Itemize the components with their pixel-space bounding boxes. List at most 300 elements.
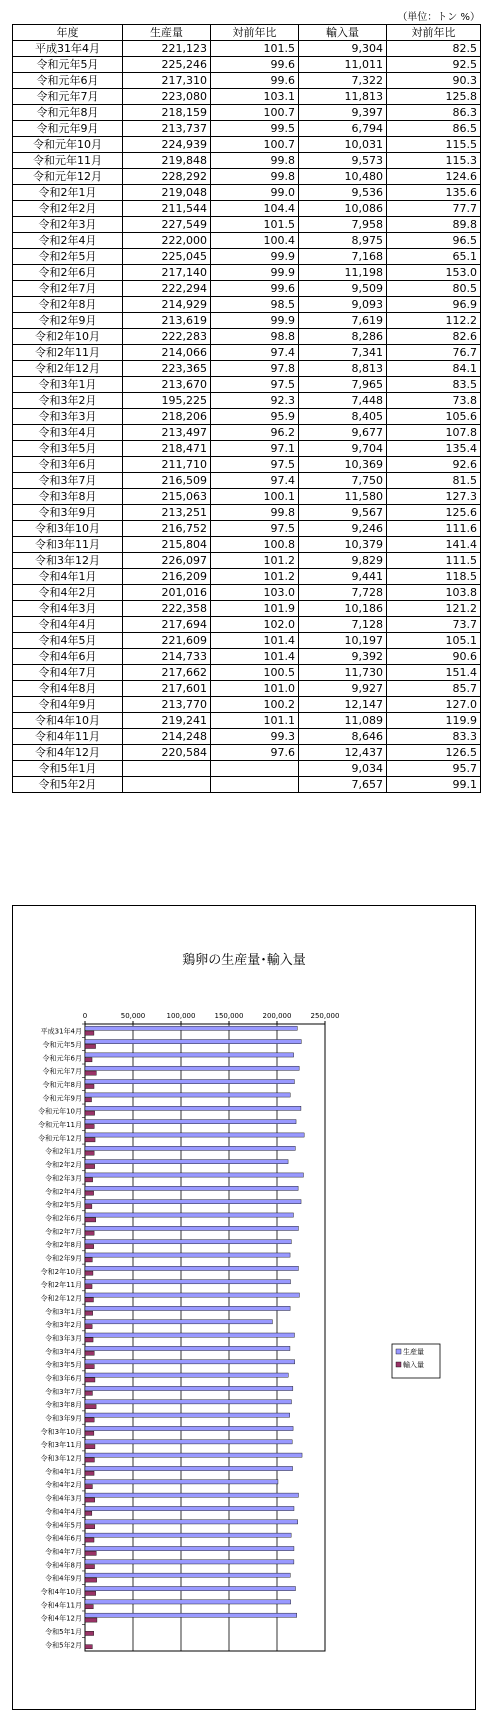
cell-production-yoy: 96.2 [211, 425, 299, 441]
table-row [13, 665, 481, 681]
y-category-label: 令和3年7月 [45, 1387, 82, 1396]
cell-period: 令和3年9月 [13, 505, 123, 521]
cell-period: 令和4年9月 [13, 697, 123, 713]
x-tick-label: 0 [82, 1012, 88, 1020]
cell-imports-yoy: 85.7 [387, 681, 481, 697]
bar-production [85, 1333, 294, 1337]
cell-period: 令和元年11月 [13, 153, 123, 169]
legend-swatch [396, 1349, 401, 1354]
cell-production: 226,097 [123, 553, 211, 569]
cell-imports: 9,246 [299, 521, 387, 537]
cell-imports: 9,441 [299, 569, 387, 585]
cell-imports-yoy: 65.1 [387, 249, 481, 265]
table-row [13, 585, 481, 601]
bar-imports [85, 1378, 95, 1382]
bar-production [85, 1480, 278, 1484]
cell-period: 令和3年10月 [13, 521, 123, 537]
cell-imports: 6,794 [299, 121, 387, 137]
bar-imports [85, 1111, 95, 1115]
table-row [13, 153, 481, 169]
bar-production [85, 1573, 290, 1577]
y-category-label: 令和2年2月 [45, 1161, 82, 1170]
table-row [13, 201, 481, 217]
cell-production: 211,710 [123, 457, 211, 473]
y-category-label: 令和元年7月 [42, 1067, 82, 1076]
cell-imports-yoy: 126.5 [387, 745, 481, 761]
bar-imports [85, 1351, 94, 1355]
cell-production-yoy [211, 761, 299, 777]
cell-period: 令和2年2月 [13, 201, 123, 217]
cell-production-yoy: 97.1 [211, 441, 299, 457]
cell-production-yoy: 99.6 [211, 57, 299, 73]
cell-production-yoy: 102.0 [211, 617, 299, 633]
table-row [13, 777, 481, 793]
cell-production [123, 777, 211, 793]
bar-imports [85, 1231, 94, 1235]
cell-production-yoy: 99.8 [211, 169, 299, 185]
cell-production-yoy: 100.7 [211, 105, 299, 121]
cell-production-yoy: 99.6 [211, 281, 299, 297]
bar-imports [85, 1498, 95, 1502]
cell-imports: 9,677 [299, 425, 387, 441]
bar-production [85, 1200, 301, 1204]
cell-production: 222,358 [123, 601, 211, 617]
bar-imports [85, 1058, 92, 1062]
legend-swatch [396, 1362, 401, 1367]
y-category-label: 令和3年10月 [40, 1427, 82, 1436]
bar-imports [85, 1124, 94, 1128]
y-category-label: 令和3年9月 [45, 1414, 82, 1423]
cell-imports: 7,168 [299, 249, 387, 265]
cell-imports: 7,619 [299, 313, 387, 329]
cell-imports-yoy: 127.3 [387, 489, 481, 505]
cell-production-yoy: 101.4 [211, 649, 299, 665]
cell-period: 令和2年5月 [13, 249, 123, 265]
bar-production [85, 1186, 298, 1190]
bar-imports [85, 1511, 92, 1515]
bar-imports [85, 1191, 94, 1195]
cell-imports: 11,089 [299, 713, 387, 729]
cell-period: 令和3年3月 [13, 409, 123, 425]
cell-imports: 8,646 [299, 729, 387, 745]
cell-production: 214,929 [123, 297, 211, 313]
cell-period: 令和3年4月 [13, 425, 123, 441]
bar-production [85, 1466, 293, 1470]
bar-imports [85, 1204, 92, 1208]
y-category-label: 令和元年6月 [42, 1054, 82, 1063]
cell-imports: 7,958 [299, 217, 387, 233]
cell-imports-yoy: 82.5 [387, 41, 481, 57]
bar-imports [85, 1631, 94, 1635]
cell-production-yoy [211, 777, 299, 793]
table-row [13, 313, 481, 329]
y-category-label: 令和4年1月 [45, 1467, 82, 1476]
header-imports-yoy: 対前年比 [387, 25, 481, 41]
y-category-label: 令和3年11月 [40, 1441, 82, 1450]
cell-imports-yoy: 115.3 [387, 153, 481, 169]
x-tick-label: 50,000 [120, 1012, 146, 1020]
y-category-label: 令和3年12月 [40, 1454, 82, 1463]
table-row [13, 57, 481, 73]
bar-production [85, 1160, 288, 1164]
bar-production [85, 1600, 291, 1604]
cell-imports: 7,448 [299, 393, 387, 409]
cell-period: 令和元年12月 [13, 169, 123, 185]
bar-imports [85, 1525, 95, 1529]
bar-production [85, 1093, 290, 1097]
cell-production-yoy: 100.1 [211, 489, 299, 505]
table-row [13, 393, 481, 409]
cell-production: 216,509 [123, 473, 211, 489]
cell-imports: 9,397 [299, 105, 387, 121]
cell-imports: 7,341 [299, 345, 387, 361]
cell-period: 令和2年4月 [13, 233, 123, 249]
cell-production: 215,063 [123, 489, 211, 505]
y-category-label: 令和元年9月 [42, 1094, 82, 1103]
bar-production [85, 1133, 304, 1137]
y-category-label: 令和2年3月 [45, 1174, 82, 1183]
table-row [13, 281, 481, 297]
bar-imports [85, 1445, 95, 1449]
cell-period: 令和4年12月 [13, 745, 123, 761]
cell-production-yoy: 99.8 [211, 153, 299, 169]
cell-production-yoy: 100.7 [211, 137, 299, 153]
cell-period: 令和5年1月 [13, 761, 123, 777]
cell-production: 211,544 [123, 201, 211, 217]
table-row [13, 233, 481, 249]
cell-production: 195,225 [123, 393, 211, 409]
cell-imports: 7,322 [299, 73, 387, 89]
cell-period: 令和元年9月 [13, 121, 123, 137]
cell-imports: 9,573 [299, 153, 387, 169]
y-category-label: 令和2年5月 [45, 1201, 82, 1210]
cell-production-yoy: 99.0 [211, 185, 299, 201]
cell-period: 令和4年2月 [13, 585, 123, 601]
cell-imports-yoy: 119.9 [387, 713, 481, 729]
table-row [13, 249, 481, 265]
cell-imports: 10,379 [299, 537, 387, 553]
bar-production [85, 1080, 294, 1084]
bar-chart [13, 906, 475, 1709]
cell-imports-yoy: 135.4 [387, 441, 481, 457]
table-row [13, 457, 481, 473]
bar-production [85, 1280, 291, 1284]
y-category-label: 令和2年10月 [40, 1267, 82, 1276]
cell-production-yoy: 103.0 [211, 585, 299, 601]
cell-period: 令和2年10月 [13, 329, 123, 345]
cell-imports: 9,704 [299, 441, 387, 457]
cell-imports-yoy: 86.3 [387, 105, 481, 121]
bar-imports [85, 1164, 95, 1168]
y-category-label: 令和4年7月 [45, 1547, 82, 1556]
cell-production: 219,241 [123, 713, 211, 729]
cell-production: 217,310 [123, 73, 211, 89]
y-category-label: 令和4年10月 [40, 1587, 82, 1596]
y-category-label: 令和元年10月 [38, 1107, 82, 1116]
cell-imports-yoy: 141.4 [387, 537, 481, 553]
cell-imports: 7,128 [299, 617, 387, 633]
table-row [13, 121, 481, 137]
cell-period: 令和元年8月 [13, 105, 123, 121]
table-row [13, 297, 481, 313]
cell-production: 214,248 [123, 729, 211, 745]
y-category-label: 令和5年1月 [45, 1627, 82, 1636]
cell-production-yoy: 101.2 [211, 553, 299, 569]
cell-period: 令和4年4月 [13, 617, 123, 633]
table-row [13, 713, 481, 729]
cell-production: 213,670 [123, 377, 211, 393]
cell-imports: 7,657 [299, 777, 387, 793]
cell-imports: 12,437 [299, 745, 387, 761]
cell-imports: 9,093 [299, 297, 387, 313]
table-row [13, 73, 481, 89]
cell-production-yoy: 99.6 [211, 73, 299, 89]
cell-imports-yoy: 90.3 [387, 73, 481, 89]
y-category-label: 令和3年3月 [45, 1334, 82, 1343]
cell-production: 224,939 [123, 137, 211, 153]
cell-imports-yoy: 92.6 [387, 457, 481, 473]
cell-production: 217,140 [123, 265, 211, 281]
y-category-label: 令和2年8月 [45, 1241, 82, 1250]
bar-imports [85, 1311, 93, 1315]
bar-imports [85, 1338, 93, 1342]
bar-imports [85, 1218, 96, 1222]
cell-production: 223,365 [123, 361, 211, 377]
cell-production-yoy: 97.5 [211, 457, 299, 473]
y-category-label: 令和4年6月 [45, 1534, 82, 1543]
cell-imports-yoy: 124.6 [387, 169, 481, 185]
bar-production [85, 1373, 288, 1377]
table-row [13, 681, 481, 697]
cell-production: 219,848 [123, 153, 211, 169]
table-row [13, 185, 481, 201]
table-row [13, 761, 481, 777]
cell-production: 222,283 [123, 329, 211, 345]
cell-imports-yoy: 111.5 [387, 553, 481, 569]
cell-production-yoy: 99.8 [211, 505, 299, 521]
table-row [13, 41, 481, 57]
cell-period: 令和2年7月 [13, 281, 123, 297]
cell-imports-yoy: 95.7 [387, 761, 481, 777]
cell-period: 令和3年2月 [13, 393, 123, 409]
bar-imports [85, 1324, 92, 1328]
cell-production-yoy: 100.2 [211, 697, 299, 713]
cell-period: 令和3年11月 [13, 537, 123, 553]
cell-imports-yoy: 77.7 [387, 201, 481, 217]
y-category-label: 令和2年12月 [40, 1294, 82, 1303]
cell-imports: 10,031 [299, 137, 387, 153]
cell-production: 221,609 [123, 633, 211, 649]
cell-imports-yoy: 96.5 [387, 233, 481, 249]
cell-imports-yoy: 84.1 [387, 361, 481, 377]
bar-production [85, 1400, 291, 1404]
y-category-label: 令和3年2月 [45, 1321, 82, 1330]
table-row [13, 329, 481, 345]
cell-imports-yoy: 118.5 [387, 569, 481, 585]
cell-period: 令和2年3月 [13, 217, 123, 233]
cell-production-yoy: 101.0 [211, 681, 299, 697]
bar-imports [85, 1138, 95, 1142]
table-row [13, 169, 481, 185]
cell-period: 令和2年9月 [13, 313, 123, 329]
cell-period: 令和元年6月 [13, 73, 123, 89]
cell-imports: 7,728 [299, 585, 387, 601]
cell-imports: 10,480 [299, 169, 387, 185]
bar-production [85, 1066, 299, 1070]
cell-period: 令和3年1月 [13, 377, 123, 393]
y-category-label: 令和元年5月 [42, 1041, 82, 1050]
y-category-label: 令和4年12月 [40, 1614, 82, 1623]
table-row [13, 553, 481, 569]
bar-imports [85, 1044, 96, 1048]
cell-period: 令和2年6月 [13, 265, 123, 281]
y-category-label: 令和元年8月 [42, 1081, 82, 1090]
bar-imports [85, 1578, 97, 1582]
cell-production: 221,123 [123, 41, 211, 57]
table-row [13, 137, 481, 153]
bar-production [85, 1560, 294, 1564]
cell-production: 223,080 [123, 89, 211, 105]
bar-imports [85, 1151, 94, 1155]
table-row [13, 217, 481, 233]
cell-period: 令和2年1月 [13, 185, 123, 201]
bar-imports [85, 1565, 95, 1569]
data-table [12, 24, 481, 793]
cell-production-yoy: 101.4 [211, 633, 299, 649]
header-period: 年度 [13, 25, 123, 41]
table-row [13, 473, 481, 489]
cell-period: 令和元年10月 [13, 137, 123, 153]
cell-production-yoy: 101.5 [211, 41, 299, 57]
y-category-label: 平成31年4月 [40, 1027, 82, 1036]
cell-imports: 8,405 [299, 409, 387, 425]
cell-period: 令和5年2月 [13, 777, 123, 793]
cell-imports-yoy: 81.5 [387, 473, 481, 489]
bar-production [85, 1226, 298, 1230]
cell-production: 218,206 [123, 409, 211, 425]
plot-area [85, 1024, 325, 1651]
table-row [13, 441, 481, 457]
cell-imports: 9,392 [299, 649, 387, 665]
x-tick-label: 200,000 [262, 1012, 292, 1020]
cell-production-yoy: 97.4 [211, 473, 299, 489]
bar-production [85, 1586, 295, 1590]
bar-production [85, 1240, 291, 1244]
y-category-label: 令和元年12月 [38, 1134, 82, 1143]
cell-period: 令和3年8月 [13, 489, 123, 505]
cell-production: 213,619 [123, 313, 211, 329]
cell-production: 214,066 [123, 345, 211, 361]
cell-production: 225,246 [123, 57, 211, 73]
bar-production [85, 1320, 272, 1324]
chart-frame [12, 905, 476, 1710]
bar-imports [85, 1645, 92, 1649]
table-row [13, 505, 481, 521]
cell-imports-yoy: 76.7 [387, 345, 481, 361]
x-tick-label: 100,000 [166, 1012, 196, 1020]
bar-imports [85, 1364, 94, 1368]
cell-imports: 9,536 [299, 185, 387, 201]
cell-production-yoy: 99.9 [211, 313, 299, 329]
cell-period: 令和3年7月 [13, 473, 123, 489]
cell-production: 215,804 [123, 537, 211, 553]
bar-imports [85, 1284, 92, 1288]
cell-production: 216,752 [123, 521, 211, 537]
y-category-label: 令和4年5月 [45, 1521, 82, 1530]
bar-imports [85, 1538, 94, 1542]
cell-production: 213,770 [123, 697, 211, 713]
cell-production-yoy: 99.5 [211, 121, 299, 137]
table-row [13, 345, 481, 361]
cell-imports-yoy: 151.4 [387, 665, 481, 681]
cell-production: 213,737 [123, 121, 211, 137]
cell-production-yoy: 99.3 [211, 729, 299, 745]
header-production: 生産量 [123, 25, 211, 41]
cell-period: 令和4年5月 [13, 633, 123, 649]
table-row [13, 89, 481, 105]
table-row [13, 105, 481, 121]
y-category-label: 令和元年11月 [38, 1121, 82, 1130]
cell-imports-yoy: 83.3 [387, 729, 481, 745]
y-category-label: 令和2年7月 [45, 1227, 82, 1236]
cell-period: 令和4年7月 [13, 665, 123, 681]
cell-production: 216,209 [123, 569, 211, 585]
cell-production: 217,601 [123, 681, 211, 697]
bar-imports [85, 1031, 94, 1035]
bar-imports [85, 1471, 94, 1475]
cell-production-yoy: 101.5 [211, 217, 299, 233]
cell-imports-yoy: 125.6 [387, 505, 481, 521]
cell-imports: 11,580 [299, 489, 387, 505]
cell-period: 令和3年6月 [13, 457, 123, 473]
bar-production [85, 1546, 294, 1550]
table-row [13, 425, 481, 441]
table-body [13, 41, 481, 793]
table-row [13, 489, 481, 505]
y-category-label: 令和4年3月 [45, 1494, 82, 1503]
y-category-label: 令和5年2月 [45, 1641, 82, 1650]
cell-imports: 9,927 [299, 681, 387, 697]
cell-imports: 8,813 [299, 361, 387, 377]
cell-production-yoy: 99.9 [211, 249, 299, 265]
cell-imports: 11,813 [299, 89, 387, 105]
cell-imports: 10,369 [299, 457, 387, 473]
y-category-label: 令和4年8月 [45, 1561, 82, 1570]
table-row [13, 537, 481, 553]
y-category-label: 令和3年1月 [45, 1307, 82, 1316]
cell-production-yoy: 97.8 [211, 361, 299, 377]
cell-imports-yoy: 80.5 [387, 281, 481, 297]
y-category-label: 令和3年8月 [45, 1401, 82, 1410]
table-row [13, 521, 481, 537]
cell-production-yoy: 97.6 [211, 745, 299, 761]
table-header-row [13, 25, 481, 41]
cell-production-yoy: 101.2 [211, 569, 299, 585]
cell-production-yoy: 103.1 [211, 89, 299, 105]
bar-production [85, 1426, 293, 1430]
cell-imports-yoy: 111.6 [387, 521, 481, 537]
cell-production: 219,048 [123, 185, 211, 201]
cell-imports: 12,147 [299, 697, 387, 713]
cell-production-yoy: 101.9 [211, 601, 299, 617]
cell-imports: 11,011 [299, 57, 387, 73]
legend-label: 輸入量 [403, 1361, 424, 1369]
cell-production-yoy: 98.5 [211, 297, 299, 313]
cell-production: 217,662 [123, 665, 211, 681]
cell-imports-yoy: 82.6 [387, 329, 481, 345]
cell-imports-yoy: 121.2 [387, 601, 481, 617]
cell-imports: 11,730 [299, 665, 387, 681]
